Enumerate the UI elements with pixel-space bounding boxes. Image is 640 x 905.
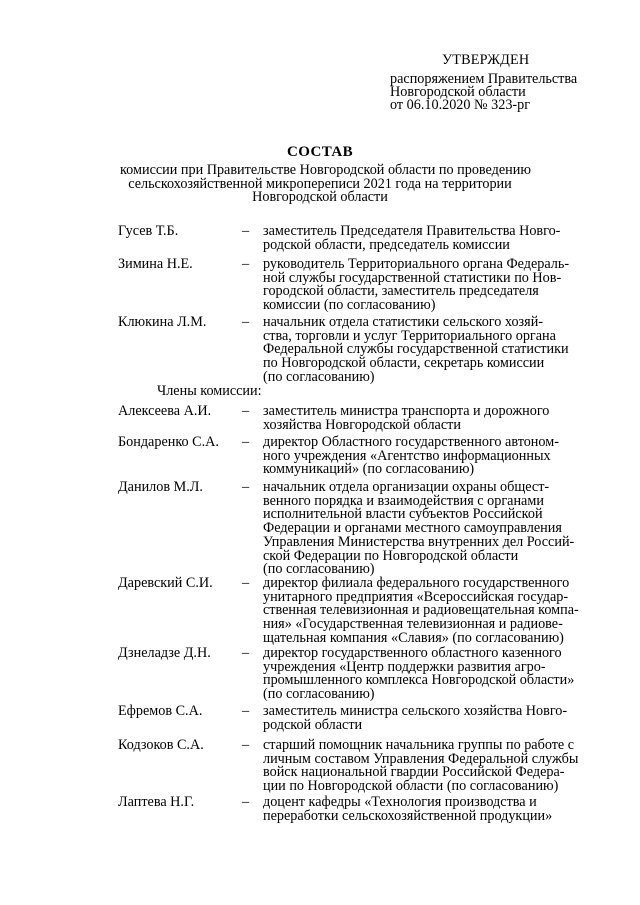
role-line: ного учреждения «Агентство информационных: [263, 447, 551, 464]
role-line: директор Областного государственного автоном-: [263, 434, 559, 450]
role-line: коммуникаций» (по согласованию): [263, 461, 475, 478]
dash-separator: –: [242, 703, 250, 719]
dash-separator: –: [242, 645, 250, 661]
person-name: Ефремов С.А.: [118, 703, 203, 719]
person-role: [263, 739, 608, 794]
dash-separator: –: [242, 256, 250, 272]
role-line: Федерации и органами местного самоуправления: [263, 520, 562, 537]
role-line: хозяйства Новгородской области: [263, 416, 461, 433]
role-line: родской области: [263, 716, 363, 733]
role-line: унитарного предприятия «Всероссийская государ-: [263, 588, 569, 605]
approval-line: от 06.10.2020 № 323-рг: [390, 97, 531, 113]
person-role: [263, 225, 608, 252]
role-line: ской Федерации по Новгородской области: [263, 547, 519, 564]
dash-separator: –: [242, 314, 250, 330]
role-line: ной службы государственной статистики по Нов-: [263, 269, 562, 286]
role-line: комиссии (по согласованию): [263, 297, 436, 314]
person-name: Кодзоков С.А.: [118, 737, 204, 753]
dash-separator: –: [242, 794, 250, 810]
dash-separator: –: [242, 403, 250, 419]
subtitle-line: сельскохозяйственной микропереписи 2021 года на территории: [128, 175, 512, 192]
document-subtitle: [120, 162, 531, 206]
role-line: ции по Новгородской области (по согласованию): [263, 778, 559, 795]
person-role: [263, 481, 608, 577]
role-line: учреждения «Центр поддержки развития агро-: [263, 658, 546, 675]
role-line: руководитель Территориального органа Федераль-: [263, 256, 570, 272]
person-role: [263, 796, 608, 823]
role-line: личным составом Управления Федеральной службы: [263, 750, 579, 767]
role-line: директор государственного областного казенного: [263, 645, 562, 661]
person-role: [263, 405, 608, 432]
person-role: [263, 436, 608, 477]
role-line: промышленного комплекса Новгородской области»: [263, 672, 575, 689]
role-line: заместитель Председателя Правительства Новго-: [263, 223, 561, 239]
role-line: родской области, председатель комиссии: [263, 236, 510, 253]
document-title: СОСТАВ: [286, 144, 353, 160]
person-role: [263, 316, 608, 385]
role-line: заместитель министра сельского хозяйства Новго-: [263, 703, 568, 719]
role-line: (по согласованию): [263, 561, 375, 578]
role-line: переработки сельскохозяйственной продукции»: [263, 807, 553, 824]
person-name: Данилов М.Л.: [118, 479, 203, 495]
role-line: ства, торговли и услуг Территориального органа: [263, 327, 556, 344]
role-line: ственная телевизионная и радиовещательная компа-: [263, 602, 579, 619]
person-name: Гусев Т.Б.: [118, 223, 179, 239]
members-label: Члены комиссии:: [157, 383, 262, 399]
role-line: начальник отдела статистики сельского хозяй-: [263, 314, 544, 330]
person-role: [263, 258, 608, 313]
role-line: Федеральной службы государственной статистики: [263, 341, 569, 358]
person-name: Дзнеладзе Д.Н.: [118, 645, 211, 661]
role-line: венного порядка и взаимодействия с органами: [263, 492, 544, 509]
person-name: Даревский С.И.: [118, 575, 213, 591]
subtitle-line: комиссии при Правительстве Новгородской области по проведению: [120, 162, 531, 178]
subtitle-line: Новгородской области: [252, 189, 388, 206]
person-role: [263, 647, 608, 702]
approval-line: распоряжением Правительства: [390, 71, 578, 87]
person-role: [263, 705, 608, 732]
dash-separator: –: [242, 223, 250, 239]
dash-separator: –: [242, 575, 250, 591]
person-role: [263, 577, 608, 646]
person-name: Клюкина Л.М.: [118, 314, 207, 330]
dash-separator: –: [242, 737, 250, 753]
approval-line: Новгородской области: [390, 84, 526, 100]
role-line: Управления Министерства внутренних дел Россий-: [263, 533, 575, 550]
role-line: начальник отдела организации охраны общест-: [263, 479, 550, 495]
role-line: (по согласованию): [263, 368, 375, 385]
role-line: ния» «Государственная телевизионная и радиове-: [263, 616, 563, 633]
person-name: Зимина Н.Е.: [118, 256, 193, 272]
person-name: Алексеева А.И.: [118, 403, 212, 419]
role-line: заместитель министра транспорта и дорожного: [263, 403, 550, 419]
role-line: войск национальной гвардии Российской Федера-: [263, 764, 565, 781]
role-line: щательная компания «Славия» (по согласованию): [263, 629, 564, 646]
approval-heading: УТВЕРЖДЕН: [442, 52, 530, 68]
role-line: (по согласованию): [263, 686, 375, 703]
role-line: исполнительной власти субъектов Российской: [263, 506, 543, 523]
role-line: доцент кафедры «Технология производства и: [263, 794, 537, 810]
dash-separator: –: [242, 434, 250, 450]
role-line: по Новгородской области, секретарь комиссии: [263, 355, 545, 372]
dash-separator: –: [242, 479, 250, 495]
role-line: городской области, заместитель председателя: [263, 283, 539, 300]
person-name: Лаптева Н.Г.: [118, 794, 195, 810]
person-name: Бондаренко С.А.: [118, 434, 219, 450]
role-line: старший помощник начальника группы по работе с: [263, 737, 575, 753]
role-line: директор филиала федерального государственного: [263, 575, 570, 591]
